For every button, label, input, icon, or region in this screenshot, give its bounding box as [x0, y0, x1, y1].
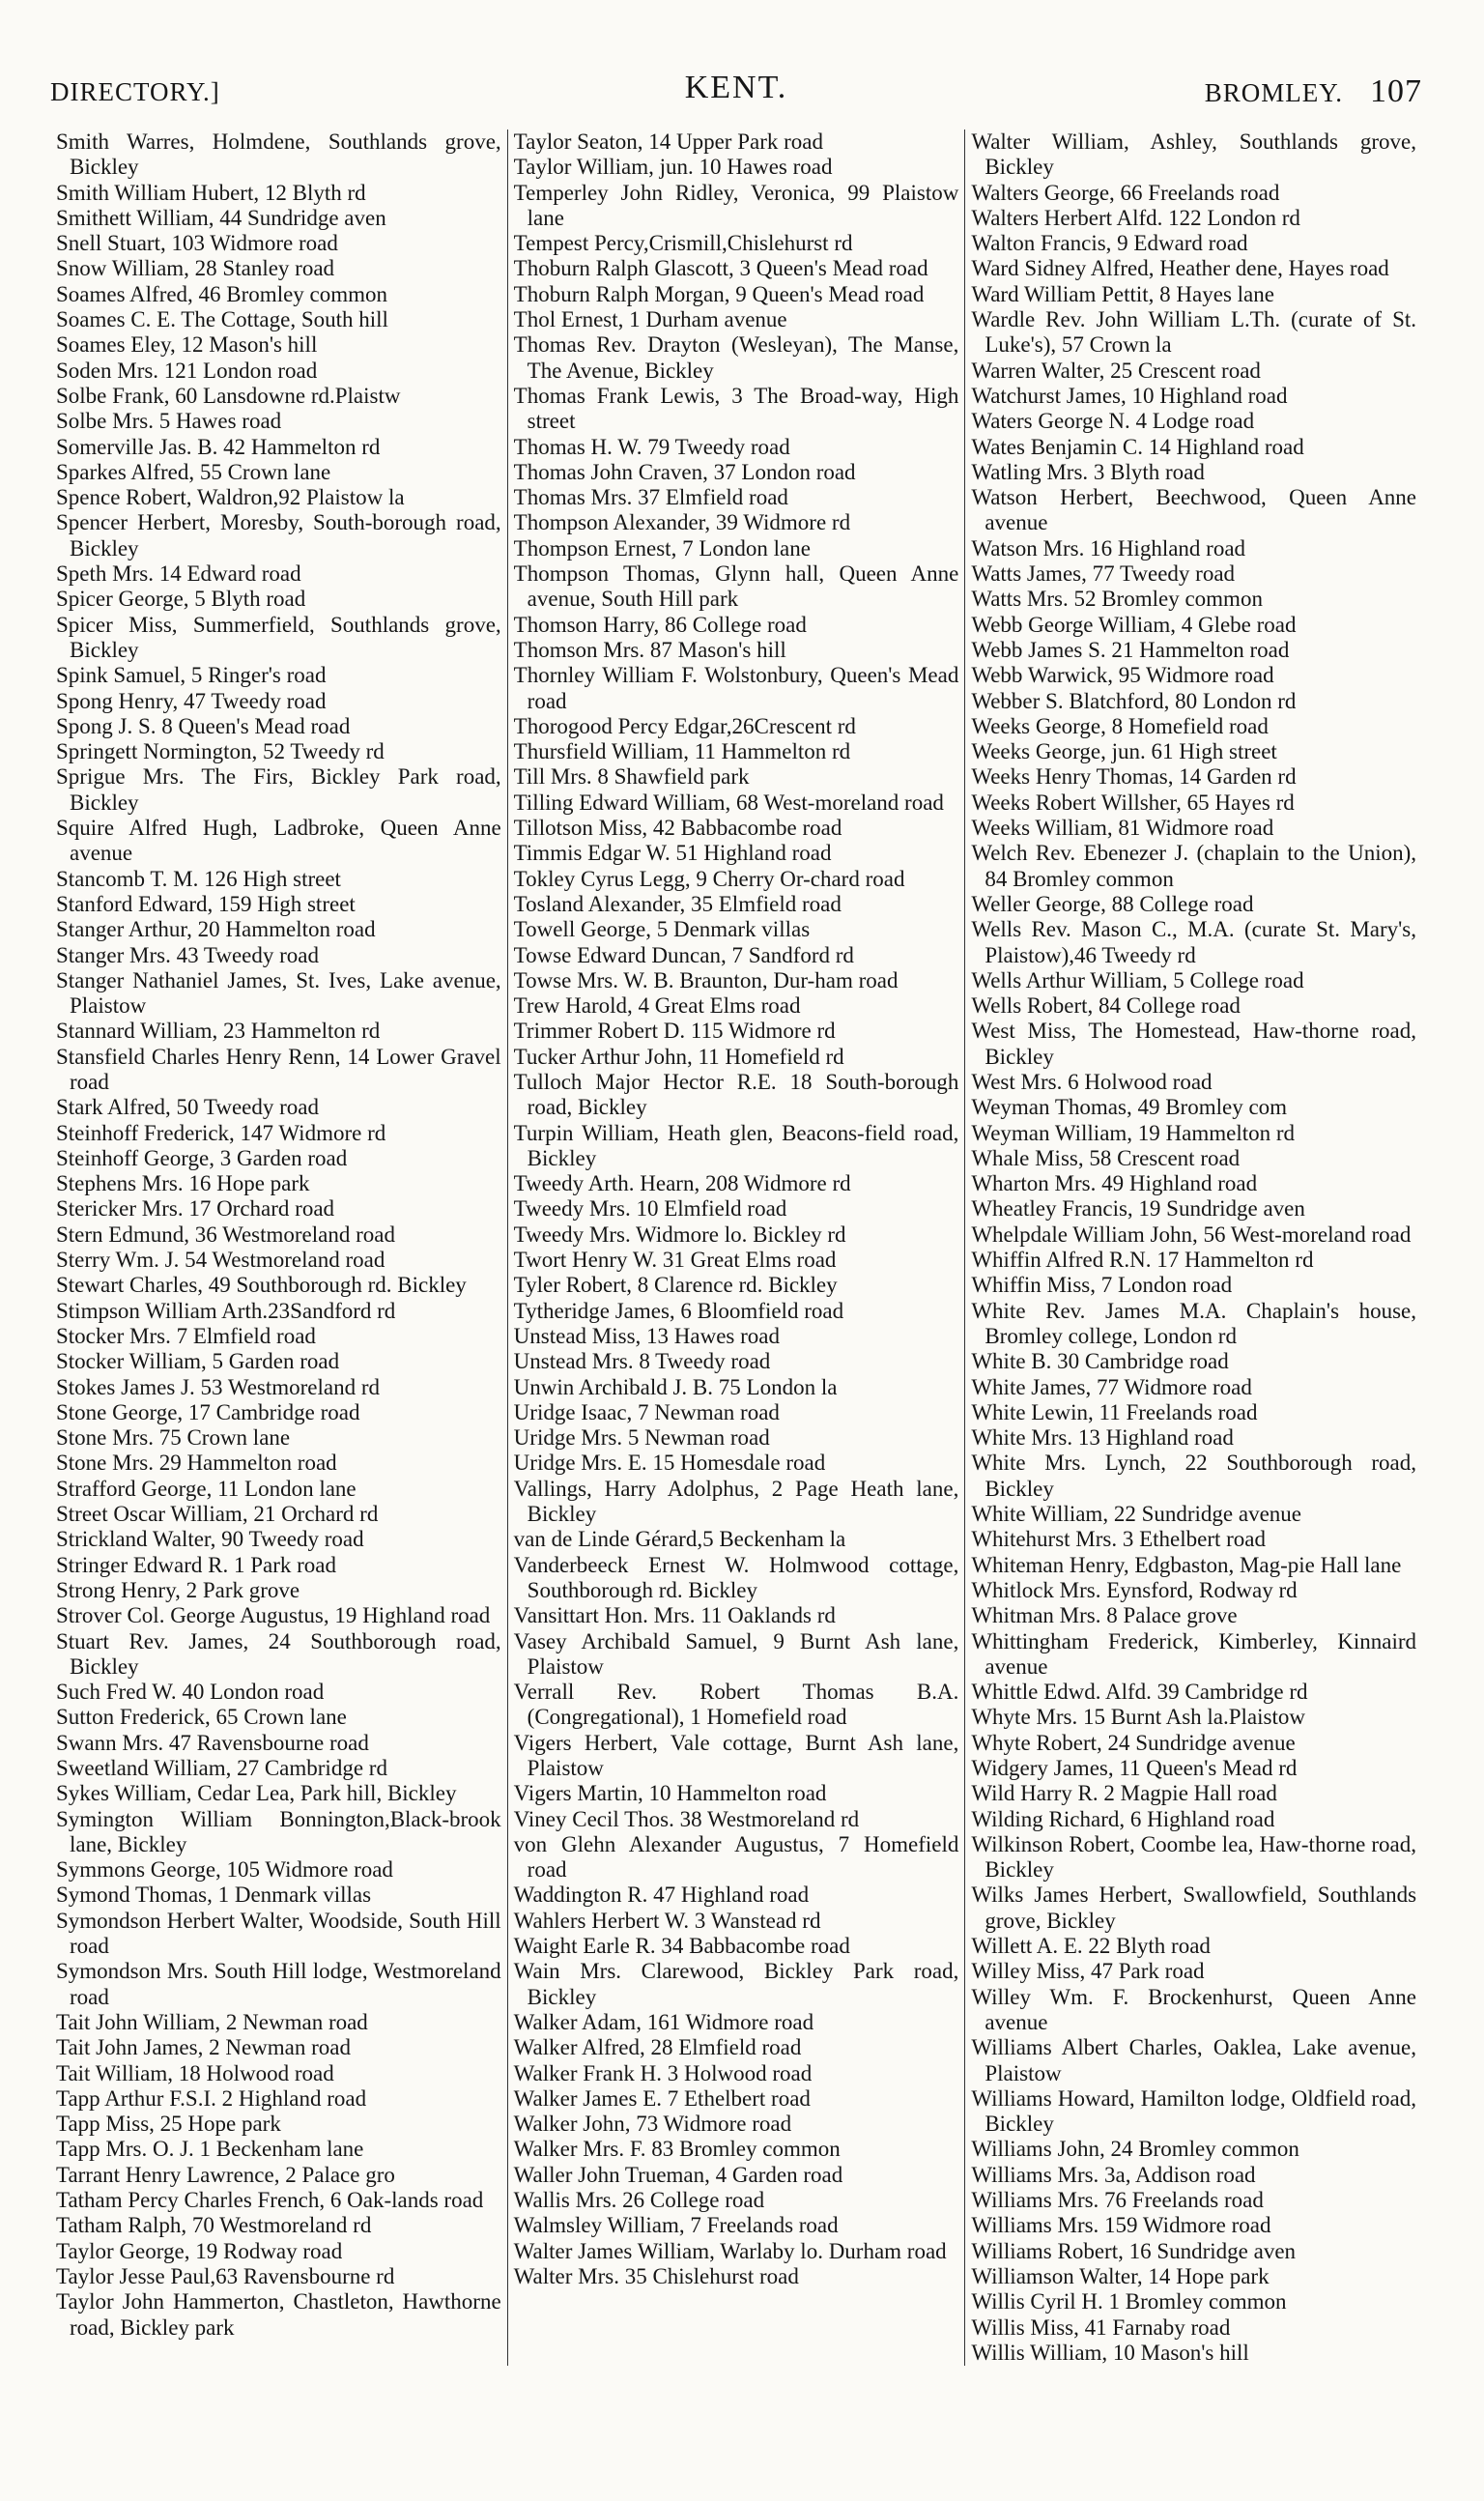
directory-entry: Widgery James, 11 Queen's Mead rd [971, 1756, 1298, 1780]
directory-entry: Wilks James Herbert, Swallowfield, Southlands grove, Bickley [971, 1883, 1417, 1933]
directory-entry: White William, 22 Sundridge avenue [971, 1502, 1301, 1527]
directory-entry: Smith Warres, Holmdene, Southlands grove, Bickley [56, 129, 501, 180]
directory-entry: Unstead Mrs. 8 Tweedy road [513, 1349, 771, 1374]
directory-entry: Weller George, 88 College road [971, 891, 1254, 916]
directory-entry: Stocker William, 5 Garden road [56, 1349, 340, 1374]
directory-entry: Soames C. E. The Cottage, South hill [56, 307, 388, 332]
column-1 [50, 129, 507, 2366]
directory-entry: Webb Warwick, 95 Widmore road [971, 663, 1274, 688]
directory-entry: Tapp Miss, 25 Hope park [56, 2112, 281, 2137]
directory-entry: Trew Harold, 4 Great Elms road [513, 993, 801, 1019]
directory-entry: Stanger Arthur, 20 Hammelton road [56, 917, 376, 942]
directory-entry: Stokes James J. 53 Westmoreland rd [56, 1374, 381, 1399]
directory-entry: Taylor Seaton, 14 Upper Park road [513, 129, 823, 154]
directory-entry: Whittle Edwd. Alfd. 39 Cambridge rd [971, 1680, 1308, 1705]
directory-entry: Whiffin Alfred R.N. 17 Hammelton rd [971, 1248, 1314, 1273]
directory-entry: Tatham Ralph, 70 Westmoreland rd [56, 2213, 372, 2238]
directory-entry: Towse Mrs. W. B. Braunton, Dur-ham road [513, 967, 899, 992]
directory-entry: Tilling Edward William, 68 West-moreland road [513, 790, 944, 815]
directory-entry: Wardle Rev. John William L.Th. (curate of St. Luke's), 57 Crown la [971, 307, 1417, 358]
directory-entry: Walker John, 73 Widmore road [513, 2112, 792, 2137]
directory-entry: Walter Mrs. 35 Chislehurst road [513, 2263, 799, 2288]
directory-entry: Tytheridge James, 6 Bloomfield road [513, 1298, 844, 1323]
directory-entry: Whelpdale William John, 56 West-moreland road [971, 1222, 1412, 1247]
directory-entry: Wilkinson Robert, Coombe lea, Haw-thorne road, Bickley [971, 1831, 1417, 1883]
directory-entry: Thoburn Ralph Glascott, 3 Queen's Mead road [513, 256, 928, 281]
directory-entry: Walker Adam, 161 Widmore road [513, 2009, 814, 2034]
directory-entry: Williamson Walter, 14 Hope park [971, 2263, 1270, 2288]
directory-entry: Wild Harry R. 2 Magpie Hall road [971, 1781, 1277, 1806]
column-3 [964, 129, 1422, 2366]
directory-entry: Spencer Herbert, Moresby, South-borough road, Bickley [56, 510, 501, 561]
directory-entry: White Lewin, 11 Freelands road [971, 1399, 1258, 1424]
directory-entry: Tapp Arthur F.S.I. 2 Highland road [56, 2085, 367, 2111]
directory-entry: Webber S. Blatchford, 80 London rd [971, 688, 1297, 713]
directory-entry: Tait John William, 2 Newman road [56, 2009, 368, 2034]
directory-entry: Tillotson Miss, 42 Babbacombe road [513, 816, 842, 841]
directory-entry: Watts Mrs. 52 Bromley common [971, 587, 1263, 612]
directory-entry: Thompson Thomas, Glynn hall, Queen Anne avenue, South Hill park [513, 561, 959, 612]
directory-entry: Williams Albert Charles, Oaklea, Lake avenue, Plaistow [971, 2035, 1417, 2085]
directory-entry: von Glehn Alexander Augustus, 7 Homefield road [513, 1831, 959, 1883]
directory-entry: Stone George, 17 Cambridge road [56, 1399, 360, 1424]
directory-entry: Thomas John Craven, 37 London road [513, 459, 856, 484]
directory-entry: Taylor George, 19 Rodway road [56, 2238, 343, 2263]
directory-entry: Timmis Edgar W. 51 Highland road [513, 841, 832, 866]
directory-entry: Sutton Frederick, 65 Crown lane [56, 1705, 347, 1730]
directory-entry: Ward Sidney Alfred, Heather dene, Hayes road [971, 256, 1389, 281]
directory-entry: Thorogood Percy Edgar,26Crescent rd [513, 713, 856, 738]
directory-entry: Weeks George, jun. 61 High street [971, 739, 1277, 764]
directory-entry: Tokley Cyrus Legg, 9 Cherry Or-chard road [513, 866, 905, 891]
directory-entry: Walker James E. 7 Ethelbert road [513, 2085, 811, 2111]
directory-entry: Thol Ernest, 1 Durham avenue [513, 307, 787, 332]
directory-entry: Spink Samuel, 5 Ringer's road [56, 663, 327, 688]
directory-entry: Stanger Nathaniel James, St. Ives, Lake avenue, Plaistow [56, 967, 501, 1019]
directory-entry: Stanford Edward, 159 High street [56, 891, 356, 916]
directory-entry: Tarrant Henry Lawrence, 2 Palace gro [56, 2162, 395, 2187]
directory-entry: Willis Cyril H. 1 Bromley common [971, 2289, 1287, 2314]
directory-entry: Ward William Pettit, 8 Hayes lane [971, 281, 1274, 306]
directory-entry: Smith William Hubert, 12 Blyth rd [56, 180, 366, 205]
directory-entry: Sweetland William, 27 Cambridge rd [56, 1756, 387, 1780]
directory-entry: Taylor Jesse Paul,63 Ravensbourne rd [56, 2263, 395, 2288]
directory-entry: Taylor John Hammerton, Chastleton, Hawthorne road, Bickley park [56, 2289, 501, 2340]
directory-entry: Tapp Mrs. O. J. 1 Beckenham lane [56, 2137, 364, 2162]
directory-entry: Webb James S. 21 Hammelton road [971, 637, 1290, 662]
directory-entry: Spong J. S. 8 Queen's Mead road [56, 713, 351, 738]
directory-entry: Wahlers Herbert W. 3 Wanstead rd [513, 1908, 821, 1933]
directory-entry: Weyman William, 19 Hammelton rd [971, 1120, 1296, 1145]
place-and-page [1205, 73, 1422, 110]
directory-entry: Solbe Mrs. 5 Hawes road [56, 409, 282, 434]
directory-entry: Spence Robert, Waldron,92 Plaistow la [56, 485, 405, 510]
directory-entry: Squire Alfred Hugh, Ladbroke, Queen Anne avenue [56, 816, 501, 866]
directory-entry: Whittingham Frederick, Kimberley, Kinnaird avenue [971, 1628, 1417, 1679]
directory-entry: Stark Alfred, 50 Tweedy road [56, 1095, 319, 1120]
directory-entry: Wells Rev. Mason C., M.A. (curate St. Mary's, Plaistow),46 Tweedy rd [971, 917, 1417, 967]
directory-entry: Williams Mrs. 76 Freelands road [971, 2188, 1264, 2213]
directory-entry: Thornley William F. Wolstonbury, Queen's Mead road [513, 663, 959, 713]
directory-entry: Stone Mrs. 75 Crown lane [56, 1425, 291, 1451]
directory-entry: Wates Benjamin C. 14 Highland road [971, 434, 1304, 459]
directory-entry: Springett Normington, 52 Tweedy rd [56, 739, 385, 764]
directory-entry: Uridge Isaac, 7 Newman road [513, 1399, 780, 1424]
directory-entry: Thoburn Ralph Morgan, 9 Queen's Mead road [513, 281, 925, 306]
directory-entry: Somerville Jas. B. 42 Hammelton rd [56, 434, 381, 459]
directory-entry: Wells Robert, 84 College road [971, 993, 1241, 1019]
directory-entry: Unstead Miss, 13 Hawes road [513, 1323, 780, 1348]
directory-entry: Walton Francis, 9 Edward road [971, 231, 1248, 256]
directory-entry: Steinhoff Frederick, 147 Widmore rd [56, 1120, 386, 1145]
directory-entry: Symondson Herbert Walter, Woodside, South Hill road [56, 1908, 501, 1959]
directory-entry: Stansfield Charles Henry Renn, 14 Lower Gravel road [56, 1044, 501, 1094]
directory-entry: Walters Herbert Alfd. 122 London rd [971, 205, 1300, 230]
directory-entry: Smithett William, 44 Sundridge aven [56, 205, 386, 230]
directory-entry: Wilding Richard, 6 Highland road [971, 1806, 1275, 1831]
directory-entry: Tatham Percy Charles French, 6 Oak-lands road [56, 2188, 484, 2213]
directory-entry: Soames Eley, 12 Mason's hill [56, 332, 318, 358]
directory-entry: Turpin William, Heath glen, Beacons-field road, Bickley [513, 1120, 959, 1170]
directory-entry: Wells Arthur William, 5 College road [971, 967, 1304, 992]
directory-entry: Walker Alfred, 28 Elmfield road [513, 2035, 802, 2060]
directory-entry: Stringer Edward R. 1 Park road [56, 1552, 336, 1577]
directory-entry: Sparkes Alfred, 55 Crown lane [56, 459, 331, 484]
directory-entry: Williams Robert, 16 Sundridge aven [971, 2238, 1297, 2263]
directory-entry: Trimmer Robert D. 115 Widmore rd [513, 1019, 836, 1044]
directory-entry: Snow William, 28 Stanley road [56, 256, 335, 281]
directory-entry: Speth Mrs. 14 Edward road [56, 561, 301, 587]
directory-entry: Walter James William, Warlaby lo. Durham road [513, 2238, 947, 2263]
directory-entry: Tosland Alexander, 35 Elmfield road [513, 891, 842, 916]
directory-entry: Whitman Mrs. 8 Palace grove [971, 1603, 1238, 1628]
directory-entry: Tweedy Mrs. Widmore lo. Bickley rd [513, 1222, 846, 1247]
directory-entry: Williams Mrs. 159 Widmore road [971, 2213, 1271, 2238]
directory-entry: Walker Frank H. 3 Holwood road [513, 2060, 813, 2085]
directory-entry: Willett A. E. 22 Blyth road [971, 1934, 1211, 1959]
directory-entry: Vansittart Hon. Mrs. 11 Oaklands rd [513, 1603, 836, 1628]
directory-entry: Temperley John Ridley, Veronica, 99 Plaistow lane [513, 180, 959, 230]
directory-entry: Thursfield William, 11 Hammelton rd [513, 739, 851, 764]
directory-entry: West Mrs. 6 Holwood road [971, 1069, 1213, 1094]
directory-entry: Such Fred W. 40 London road [56, 1680, 325, 1705]
directory-entry: Stern Edmund, 36 Westmoreland road [56, 1222, 395, 1247]
directory-entry: Watling Mrs. 3 Blyth road [971, 459, 1205, 484]
directory-entry: Weeks William, 81 Widmore road [971, 816, 1274, 841]
directory-entry: Viney Cecil Thos. 38 Westmoreland rd [513, 1806, 860, 1831]
directory-entry: Strong Henry, 2 Park grove [56, 1577, 300, 1602]
directory-entry: Symond Thomas, 1 Denmark villas [56, 1883, 372, 1908]
directory-entry: Whale Miss, 58 Crescent road [971, 1145, 1241, 1170]
directory-entry: Stancomb T. M. 126 High street [56, 866, 341, 891]
directory-entry: Thomas Frank Lewis, 3 The Broad-way, High street [513, 383, 959, 434]
county-title: KENT. [684, 70, 788, 105]
directory-entry: Williams John, 24 Bromley common [971, 2137, 1299, 2162]
directory-entry: Tempest Percy,Crismill,Chislehurst rd [513, 231, 853, 256]
directory-entry: Tucker Arthur John, 11 Homefield rd [513, 1044, 844, 1069]
directory-entry: Stephens Mrs. 16 Hope park [56, 1171, 310, 1196]
page-number: 107 [1370, 73, 1422, 109]
directory-entry: Soden Mrs. 121 London road [56, 358, 318, 383]
directory-entry: van de Linde Gérard,5 Beckenham la [513, 1527, 846, 1552]
directory-entry: Tait William, 18 Holwood road [56, 2060, 334, 2085]
directory-entry: Tait John James, 2 Newman road [56, 2035, 351, 2060]
directory-entry: White James, 77 Widmore road [971, 1374, 1252, 1399]
directory-entry: Willis Miss, 41 Farnaby road [971, 2314, 1231, 2340]
directory-entry: Stimpson William Arth.23Sandford rd [56, 1298, 396, 1323]
directory-entry: Symondson Mrs. South Hill lodge, Westmoreland road [56, 1959, 501, 2009]
directory-entry: Vasey Archibald Samuel, 9 Burnt Ash lane, Plaistow [513, 1628, 959, 1679]
directory-entry: Symington William Bonnington,Black-brook lane, Bickley [56, 1806, 501, 1856]
directory-entry: Towse Edward Duncan, 7 Sandford rd [513, 942, 854, 967]
directory-entry: Thomas Rev. Drayton (Wesleyan), The Manse, The Avenue, Bickley [513, 332, 959, 383]
directory-entry: Whiffin Miss, 7 London road [971, 1273, 1233, 1298]
directory-entry: Tyler Robert, 8 Clarence rd. Bickley [513, 1273, 838, 1298]
directory-entry: Stone Mrs. 29 Hammelton road [56, 1451, 337, 1476]
directory-entry: Williams Mrs. 3a, Addison road [971, 2162, 1256, 2187]
directory-entry: Soames Alfred, 46 Bromley common [56, 281, 388, 306]
directory-entry: Watts James, 77 Tweedy road [971, 561, 1236, 587]
directory-entry: Sterry Wm. J. 54 Westmoreland road [56, 1248, 385, 1273]
directory-entry: White Mrs. 13 Highland road [971, 1425, 1234, 1451]
directory-entry: Watchurst James, 10 Highland road [971, 383, 1288, 408]
directory-entry: Williams Howard, Hamilton lodge, Oldfield road, Bickley [971, 2085, 1417, 2137]
directory-entry: Waddington R. 47 Highland road [513, 1883, 810, 1908]
directory-entry: West Miss, The Homestead, Haw-thorne road, Bickley [971, 1019, 1417, 1069]
directory-entry: Thomson Mrs. 87 Mason's hill [513, 637, 786, 662]
directory-entry: Sykes William, Cedar Lea, Park hill, Bickley [56, 1781, 457, 1806]
directory-entry: Stanger Mrs. 43 Tweedy road [56, 942, 319, 967]
directory-entry: Waight Earle R. 34 Babbacombe road [513, 1934, 850, 1959]
directory-entry: Whyte Robert, 24 Sundridge avenue [971, 1730, 1296, 1755]
directory-entry: Strickland Walter, 90 Tweedy road [56, 1527, 364, 1552]
directory-entry: Thomson Harry, 86 College road [513, 612, 807, 637]
directory-entry: Willey Miss, 47 Park road [971, 1959, 1205, 1984]
directory-entry: Weeks George, 8 Homefield road [971, 713, 1269, 738]
directory-entry: Vigers Herbert, Vale cottage, Burnt Ash lane, Plaistow [513, 1730, 959, 1780]
directory-entry: Symmons George, 105 Widmore road [56, 1857, 393, 1883]
directory-entry: Watson Herbert, Beechwood, Queen Anne avenue [971, 485, 1417, 535]
page-header [50, 70, 1422, 126]
directory-entry: Uridge Mrs. E. 15 Homesdale road [513, 1451, 826, 1476]
directory-entry: Verrall Rev. Robert Thomas B.A. (Congregational), 1 Homefield road [513, 1680, 959, 1730]
directory-entry: Towell George, 5 Denmark villas [513, 917, 811, 942]
directory-entry: Wain Mrs. Clarewood, Bickley Park road, Bickley [513, 1959, 959, 2009]
directory-entry: Stewart Charles, 49 Southborough rd. Bickley [56, 1273, 467, 1298]
directory-entry: Walters George, 66 Freelands road [971, 180, 1280, 205]
directory-entry: Wallis Mrs. 26 College road [513, 2188, 765, 2213]
directory-entry: Taylor William, jun. 10 Hawes road [513, 155, 833, 180]
column-2 [507, 129, 965, 2366]
directory-entry: Walmsley William, 7 Freelands road [513, 2213, 839, 2238]
directory-entry: Unwin Archibald J. B. 75 London la [513, 1374, 838, 1399]
directory-entry: Vanderbeeck Ernest W. Holmwood cottage, Southborough rd. Bickley [513, 1552, 959, 1602]
directory-entry: Uridge Mrs. 5 Newman road [513, 1425, 770, 1451]
directory-entry: Willis William, 10 Mason's hill [971, 2340, 1249, 2365]
directory-entry: Willey Wm. F. Brockenhurst, Queen Anne avenue [971, 1984, 1417, 2034]
directory-entry: Vigers Martin, 10 Hammelton road [513, 1781, 827, 1806]
directory-entry: Thompson Ernest, 7 London lane [513, 535, 811, 561]
directory-entry: Stocker Mrs. 7 Elmfield road [56, 1323, 316, 1348]
directory-entry: Weeks Henry Thomas, 14 Garden rd [971, 764, 1297, 790]
directory-entry: Whiteman Henry, Edgbaston, Mag-pie Hall lane [971, 1552, 1402, 1577]
directory-entry: Waller John Trueman, 4 Garden road [513, 2162, 843, 2187]
directory-entry: Wheatley Francis, 19 Sundridge aven [971, 1196, 1305, 1222]
directory-entry: Tulloch Major Hector R.E. 18 South-borough road, Bickley [513, 1069, 959, 1120]
directory-entry: Walter William, Ashley, Southlands grove, Bickley [971, 129, 1417, 180]
directory-entry: Tweedy Mrs. 10 Elmfield road [513, 1196, 787, 1222]
directory-entry: Vallings, Harry Adolphus, 2 Page Heath lane, Bickley [513, 1476, 959, 1527]
directory-entry: Till Mrs. 8 Shawfield park [513, 764, 750, 790]
directory-entry: Sprigue Mrs. The Firs, Bickley Park road, Bickley [56, 764, 501, 815]
place-title: BROMLEY. [1204, 78, 1343, 107]
directory-entry: Stannard William, 23 Hammelton rd [56, 1019, 381, 1044]
directory-entry: White Mrs. Lynch, 22 Southborough road, Bickley [971, 1451, 1417, 1501]
directory-entry: Steinhoff George, 3 Garden road [56, 1145, 348, 1170]
directory-entry: Weyman Thomas, 49 Bromley com [971, 1095, 1288, 1120]
directory-entry: Spong Henry, 47 Tweedy road [56, 688, 327, 713]
directory-entry: Walker Mrs. F. 83 Bromley common [513, 2137, 841, 2162]
directory-entry: Whyte Mrs. 15 Burnt Ash la.Plaistow [971, 1705, 1305, 1730]
directory-entry: Warren Walter, 25 Crescent road [971, 358, 1261, 383]
directory-entry: Spicer George, 5 Blyth road [56, 587, 306, 612]
directory-entry: Swann Mrs. 47 Ravensbourne road [56, 1730, 369, 1755]
directory-entry: Thomas H. W. 79 Tweedy road [513, 434, 790, 459]
directory-entry: Stuart Rev. James, 24 Southborough road, Bickley [56, 1628, 501, 1679]
directory-entry: Strover Col. George Augustus, 19 Highland road [56, 1603, 491, 1628]
directory-entry: White Rev. James M.A. Chaplain's house, Bromley college, London rd [971, 1298, 1417, 1348]
directory-entry: Welch Rev. Ebenezer J. (chaplain to the Union), 84 Bromley common [971, 841, 1417, 891]
directory-entry: Wharton Mrs. 49 Highland road [971, 1171, 1258, 1196]
directory-entry: Street Oscar William, 21 Orchard rd [56, 1502, 379, 1527]
directory-entry: Weeks Robert Willsher, 65 Hayes rd [971, 790, 1295, 815]
directory-columns [50, 129, 1422, 2366]
directory-entry: Strafford George, 11 London lane [56, 1476, 357, 1501]
directory-entry: Webb George William, 4 Glebe road [971, 612, 1297, 637]
directory-entry: Tweedy Arth. Hearn, 208 Widmore rd [513, 1171, 851, 1196]
directory-entry: Whitehurst Mrs. 3 Ethelbert road [971, 1527, 1267, 1552]
directory-entry: Solbe Frank, 60 Lansdowne rd.Plaistw [56, 383, 401, 408]
section-title: DIRECTORY.] [50, 77, 220, 106]
directory-entry: Watson Mrs. 16 Highland road [971, 535, 1246, 561]
directory-entry: Twort Henry W. 31 Great Elms road [513, 1248, 837, 1273]
directory-entry: White B. 30 Cambridge road [971, 1349, 1229, 1374]
directory-entry: Thompson Alexander, 39 Widmore rd [513, 510, 851, 535]
directory-entry: Thomas Mrs. 37 Elmfield road [513, 485, 788, 510]
directory-entry: Waters George N. 4 Lodge road [971, 409, 1255, 434]
directory-entry: Whitlock Mrs. Eynsford, Rodway rd [971, 1577, 1298, 1602]
directory-entry: Spicer Miss, Summerfield, Southlands grove, Bickley [56, 612, 501, 662]
directory-entry: Stericker Mrs. 17 Orchard road [56, 1196, 335, 1222]
directory-entry: Snell Stuart, 103 Widmore road [56, 231, 338, 256]
